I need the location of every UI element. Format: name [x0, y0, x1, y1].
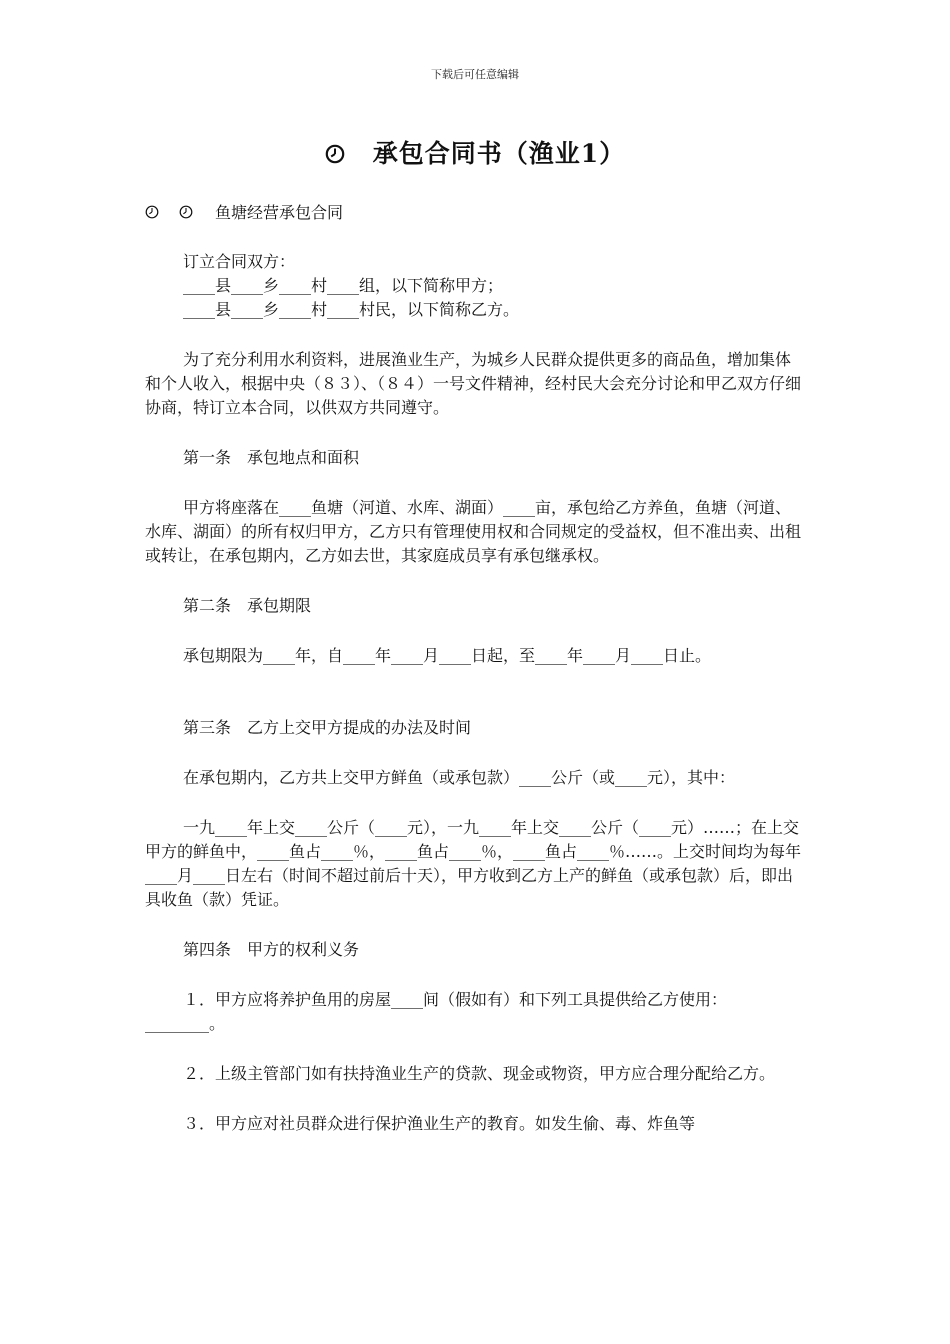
- document-title-row: [0, 134, 950, 170]
- parties-heading: 订立合同双方：: [183, 252, 296, 271]
- page-header-note: 下载后可任意编辑: [431, 68, 519, 81]
- document-body: [145, 250, 805, 1136]
- article-4-heading: 第四条 甲方的权利义务: [183, 940, 360, 959]
- article-2-heading: 第二条 承包期限: [183, 596, 312, 615]
- article-2-body: 承包期限为____年，自____年____月____日起，至____年____月____日止。: [183, 646, 712, 665]
- article-3-body: 在承包期内，乙方共上交甲方鲜鱼（或承包款）____公斤（或____元），其中：: [183, 768, 736, 787]
- document-title: 承包合同书（渔业1）: [372, 139, 626, 168]
- clock-icon: [145, 205, 159, 219]
- party-b-line: ____县____乡____村____村民，以下简称乙方。: [183, 300, 520, 319]
- clock-icon: [325, 144, 345, 164]
- article-3-detail: 一九____年上交____公斤（____元），一九____年上交____公斤（____元）……；在上交甲方的鲜鱼中，____鱼占____％，____鱼占____％，____鱼占____％……。上交时间均为每年____月____日左右（时间不超过前后十天），甲方收到乙方上产的鲜鱼（或承包款）后，即出具收鱼（款）凭证。: [145, 818, 802, 909]
- article-1-body: 甲方将座落在____鱼塘（河道、水库、湖面）____亩，承包给乙方养鱼，鱼塘（河道、水库、湖面）的所有权归甲方，乙方只有管理使用权和合同规定的受益权，但不准出卖、出租或转让，在承包期内，乙方如去世，其家庭成员享有承包继承权。: [145, 498, 802, 565]
- article-4-item-3: ３．甲方应对社员群众进行保护渔业生产的教育。如发生偷、毒、炸鱼等: [183, 1114, 696, 1133]
- preamble-paragraph: 为了充分利用水利资料，进展渔业生产，为城乡人民群众提供更多的商品鱼，增加集体和个人收入，根据中央（８３）、（８４）一号文件精神，经村民大会充分讨论和甲乙双方仔细协商，特订立本合同，以供双方共同遵守。: [145, 350, 802, 417]
- subtitle-row: [145, 200, 343, 223]
- article-1-heading: 第一条 承包地点和面积: [183, 448, 360, 467]
- document-subtitle: 鱼塘经营承包合同: [215, 203, 344, 222]
- article-3-heading: 第三条 乙方上交甲方提成的办法及时间: [183, 718, 472, 737]
- clock-icon: [179, 205, 193, 219]
- article-4-item-2: ２．上级主管部门如有扶持渔业生产的贷款、现金或物资，甲方应合理分配给乙方。: [183, 1064, 776, 1083]
- party-a-line: ____县____乡____村____组，以下简称甲方；: [183, 276, 504, 295]
- article-4-item-1: １．甲方应将养护鱼用的房屋____间（假如有）和下列工具提供给乙方使用：________。: [145, 990, 728, 1033]
